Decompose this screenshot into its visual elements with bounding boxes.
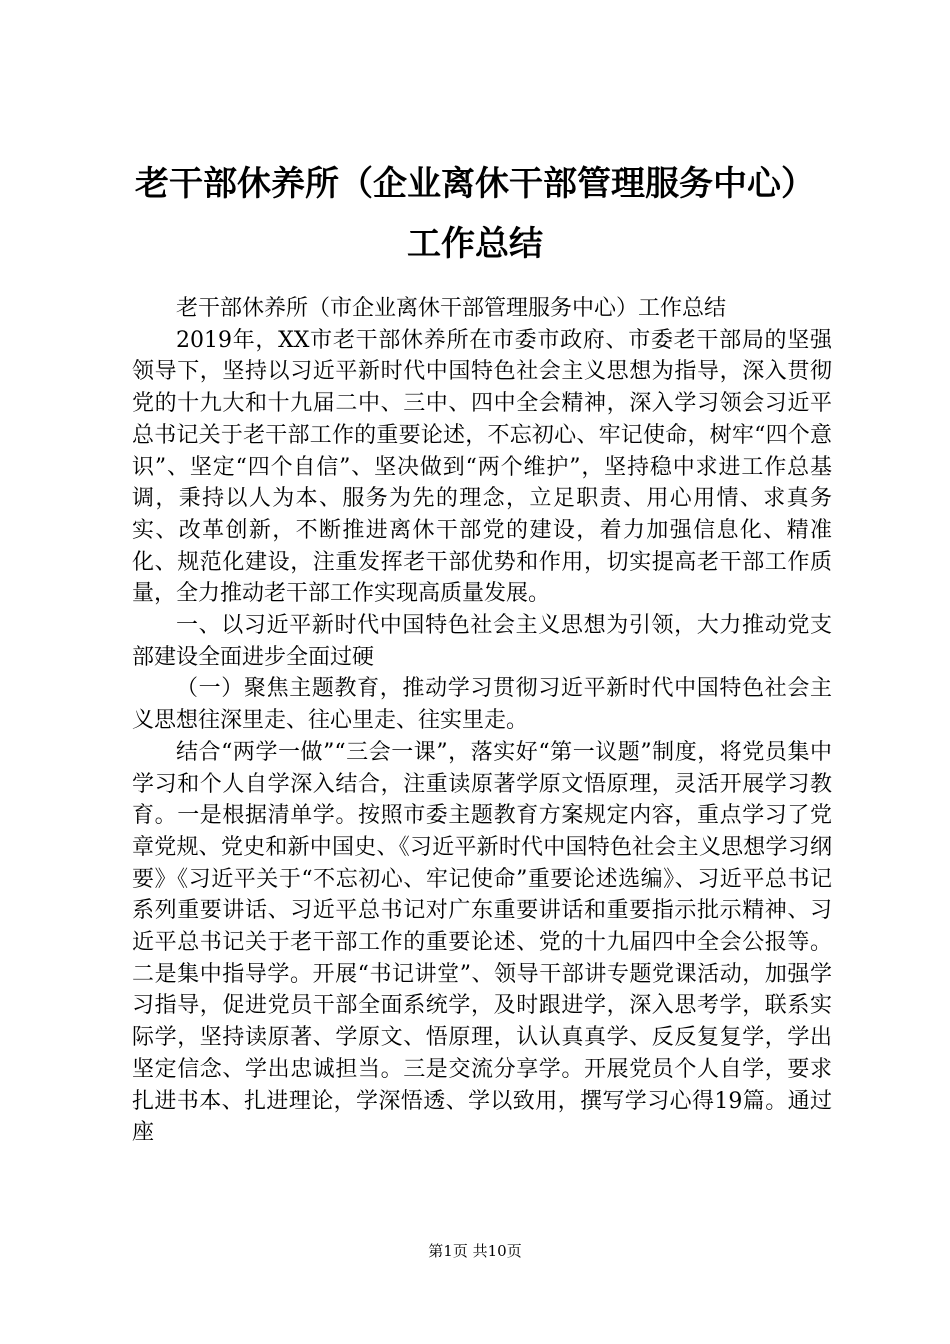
- paragraph-body: 结合“两学一做”“三会一课”，落实好“第一议题”制度，将党员集中学习和个人自学深入结合，注重读原著学原文悟原理，灵活开展学习教育。一是根据清单学。按照市委主题教育方案规定内容，重点学习了党章党规、党史和新中国史、《习近平新时代中国特色社会主义思想学习纲要》《习近平关于“不忘初心、牢记使命”重要论述选编》、习近平总书记系列重要讲话、习近平总书记对广东重要讲话和重要指示批示精神、习近平总书记关于老干部工作的重要论述、党的十九届四中全会公报等。二是集中指导学。开展“书记讲堂”、领导干部讲专题党课活动，加强学习指导，促进党员干部全面系统学，及时跟进学，深入思考学，联系实际学，坚持读原著、学原文、悟原理，认认真真学、反反复复学，学出坚定信念、学出忠诚担当。三是交流分享学。开展党员个人自学，要求扎进书本、扎进理论，学深悟透、学以致用，撰写学习心得19篇。通过座: [132, 739, 832, 1146]
- paragraph-section-heading: 一、以习近平新时代中国特色社会主义思想为引领，大力推动党支部建设全面进步全面过硬: [132, 613, 832, 670]
- paragraph-subtitle: 老干部休养所（市企业离休干部管理服务中心）工作总结: [176, 296, 727, 321]
- paragraph-subsection-heading: （一）聚焦主题教育，推动学习贯彻习近平新时代中国特色社会主义思想往深里走、往心里走、往实里走。: [132, 676, 832, 734]
- page-footer: 第1页 共10页: [428, 1242, 522, 1260]
- document-title-line-1: 老干部休养所（企业离休干部管理服务中心）: [135, 164, 815, 204]
- document-title-line-2: 工作总结: [407, 224, 543, 264]
- document-body: [132, 293, 832, 1149]
- paragraph-intro: 2019年，XX市老干部休养所在市委市政府、市委老干部局的坚强领导下，坚持以习近平新时代中国特色社会主义思想为指导，深入贯彻党的十九大和十九届二中、三中、四中全会精神，深入学习领会习近平总书记关于老干部工作的重要论述，不忘初心、牢记使命，树牢“四个意识”、坚定“四个自信”、坚决做到“两个维护”，坚持稳中求进工作总基调，秉持以人为本、服务为先的理念，立足职责、用心用情、求真务实、改革创新，不断推进离休干部党的建设，着力加强信息化、精准化、规范化建设，注重发挥老干部优势和作用，切实提高老干部工作质量，全力推动老干部工作实现高质量发展。: [132, 327, 832, 607]
